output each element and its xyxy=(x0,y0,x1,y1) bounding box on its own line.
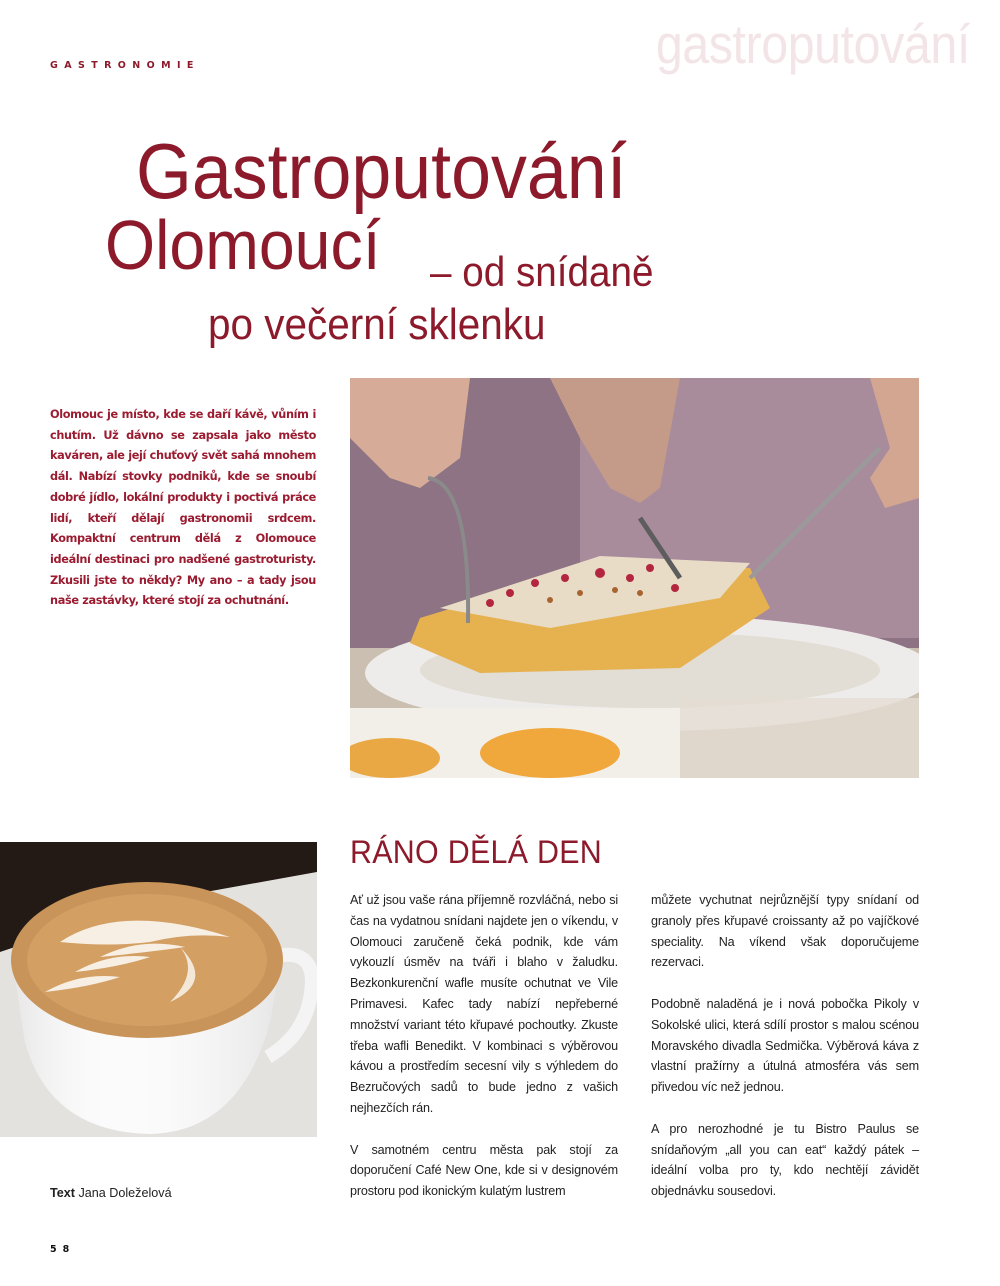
body-paragraph: můžete vychutnat nejrůznější typy snídaní od granoly přes křupavé croissanty až po vajíčkové speciality. Na víkend však doporučujeme rezervaci. xyxy=(651,893,919,970)
title-line-3: – od snídaně xyxy=(430,248,654,295)
title-line-1: Gastroputování xyxy=(136,127,627,215)
coffee-photo-illustration xyxy=(0,842,317,1137)
author-byline xyxy=(50,1186,172,1200)
body-column-1 xyxy=(350,890,618,1223)
coffee-photo xyxy=(0,842,317,1137)
article-title xyxy=(0,0,1000,380)
page-number: 58 xyxy=(50,1244,76,1255)
section-heading: RÁNO DĚLÁ DEN xyxy=(350,834,603,870)
body-paragraph: Podobně naladěná je i nová pobočka Pikoly v Sokolské ulici, která sdílí prostor s malou scénou Moravského divadla Sedmička. Výběrová káva z vlastní pražírny a útulná atmosféra vás sem přivedou víc než jednou. xyxy=(651,996,919,1095)
body-paragraph: A pro nerozhodné je tu Bistro Paulus se snídaňovým „all you can eat“ každý pátek – ideální volba pro ty, kdo nechtějí závidět objednávku sousedovi. xyxy=(651,1121,919,1199)
body-column-2 xyxy=(651,890,919,1223)
title-line-2: Olomoucí xyxy=(105,206,381,284)
body-paragraph: Ať už jsou vaše rána příjemně rozvláčná, nebo si čas na vydatnou snídani najdete jen o víkendu, v Olomouci zaručeně čeká podnik, kde vám vykouzlí úsměv na tváři i blaho v žaludku. Bezkonkurenční wafle musíte ochutnat ve Vile Primavesi. Kafec tady nabízí nepřeberné množství variant této křupavé pochoutky. Zkuste třeba wafli Benedikt. V kombinaci s výběrovou kávou a prostředím secesní vily s výhledem do Bezručových sadů to bude jedno z vašich nejhezčích rán. xyxy=(350,893,618,1115)
byline-label: Text xyxy=(50,1186,75,1200)
waffle-photo-illustration xyxy=(350,378,919,778)
title-line-4: po večerní sklenku xyxy=(208,300,546,349)
byline-author: Jana Doleželová xyxy=(78,1186,172,1200)
body-paragraph: V samotném centru města pak stojí za doporučení Café New One, kde si v designovém prostoru pod ikonickým kulatým lustrem xyxy=(350,1142,618,1199)
section-label: GASTRONOMIE xyxy=(50,60,200,71)
watermark-title: gastroputování xyxy=(655,13,970,75)
intro-paragraph: Olomouc je místo, kde se daří kávě, vůním i chutím. Už dávno se zapsala jako město kaváren, ale její chuťový svět sahá mnohem dál. Nabízí stovky podniků, kde se snoubí dobré jídlo, lokální produkty i poctivá práce lidí, kteří dělají gastronomii srdcem. Kompaktní centrum dělá z Olomouce ideální destinaci pro nadšené gastroturisty. Zkusili jste to někdy? My ano – a tady jsou naše zastávky, které stojí za ochutnání. xyxy=(50,408,316,608)
waffle-photo xyxy=(350,378,919,778)
